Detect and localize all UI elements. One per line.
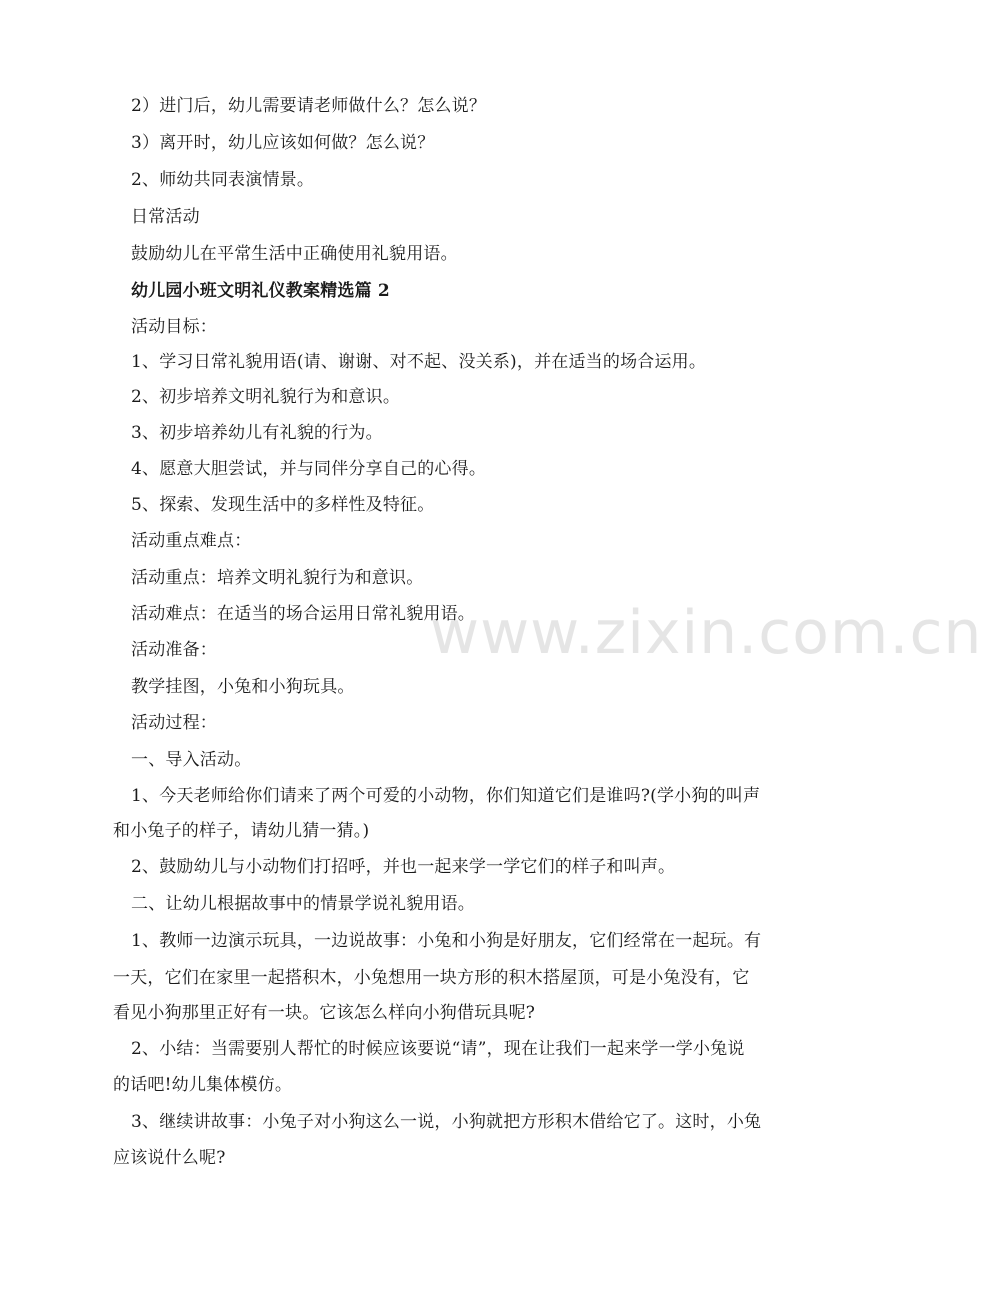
text-line: 1、学习日常礼貌用语(请、谢谢、对不起、没关系)，并在适当的场合运用。 <box>131 352 707 372</box>
text-line: 活动过程： <box>131 713 217 733</box>
text-line: 4、愿意大胆尝试，并与同伴分享自己的心得。 <box>131 459 487 479</box>
text-line: 2、师幼共同表演情景。 <box>131 170 315 190</box>
text-line: 活动准备： <box>131 640 217 660</box>
text-line: 2、鼓励幼儿与小动物们打招呼，并也一起来学一学它们的样子和叫声。 <box>131 857 676 877</box>
text-line: 一、导入活动。 <box>131 750 252 770</box>
text-line: 活动目标： <box>131 317 217 337</box>
text-line: 3、初步培养幼儿有礼貌的行为。 <box>131 423 383 443</box>
text-line: 看见小狗那里正好有一块。它该怎么样向小狗借玩具呢? <box>113 1003 536 1023</box>
text-line: 3）离开时，幼儿应该如何做？怎么说？ <box>131 133 435 153</box>
text-line: 2）进门后，幼儿需要请老师做什么？怎么说？ <box>131 96 487 116</box>
section-heading: 幼儿园小班文明礼仪教案精选篇 2 <box>131 281 390 301</box>
text-line: 活动难点：在适当的场合运用日常礼貌用语。 <box>131 604 475 624</box>
text-line: 2、小结：当需要别人帮忙的时候应该要说“请”，现在让我们一起来学一学小兔说 <box>131 1039 745 1059</box>
text-line: 活动重点难点： <box>131 531 252 551</box>
text-line: 活动重点：培养文明礼貌行为和意识。 <box>131 568 424 588</box>
text-line: 二、让幼儿根据故事中的情景学说礼貌用语。 <box>131 894 475 914</box>
text-line: 的话吧!幼儿集体模仿。 <box>113 1075 293 1095</box>
watermark: www.zixin.com.cn <box>430 598 982 668</box>
text-line: 2、初步培养文明礼貌行为和意识。 <box>131 387 401 407</box>
text-line: 应该说什么呢? <box>113 1148 226 1168</box>
text-line: 一天，它们在家里一起搭积木，小兔想用一块方形的积木搭屋顶，可是小兔没有，它 <box>113 968 750 988</box>
text-line: 1、教师一边演示玩具，一边说故事：小兔和小狗是好朋友，它们经常在一起玩。有 <box>131 931 762 951</box>
text-line: 3、继续讲故事：小兔子对小狗这么一说，小狗就把方形积木借给它了。这时，小兔 <box>131 1112 762 1132</box>
text-line: 日常活动 <box>131 207 200 227</box>
text-line: 鼓励幼儿在平常生活中正确使用礼貌用语。 <box>131 244 458 264</box>
text-line: 和小兔子的样子，请幼儿猜一猜。) <box>113 821 370 841</box>
text-line: 1、今天老师给你们请来了两个可爱的小动物，你们知道它们是谁吗?(学小狗的叫声 <box>131 786 761 806</box>
text-line: 教学挂图，小兔和小狗玩具。 <box>131 677 355 697</box>
text-line: 5、探索、发现生活中的多样性及特征。 <box>131 495 435 515</box>
